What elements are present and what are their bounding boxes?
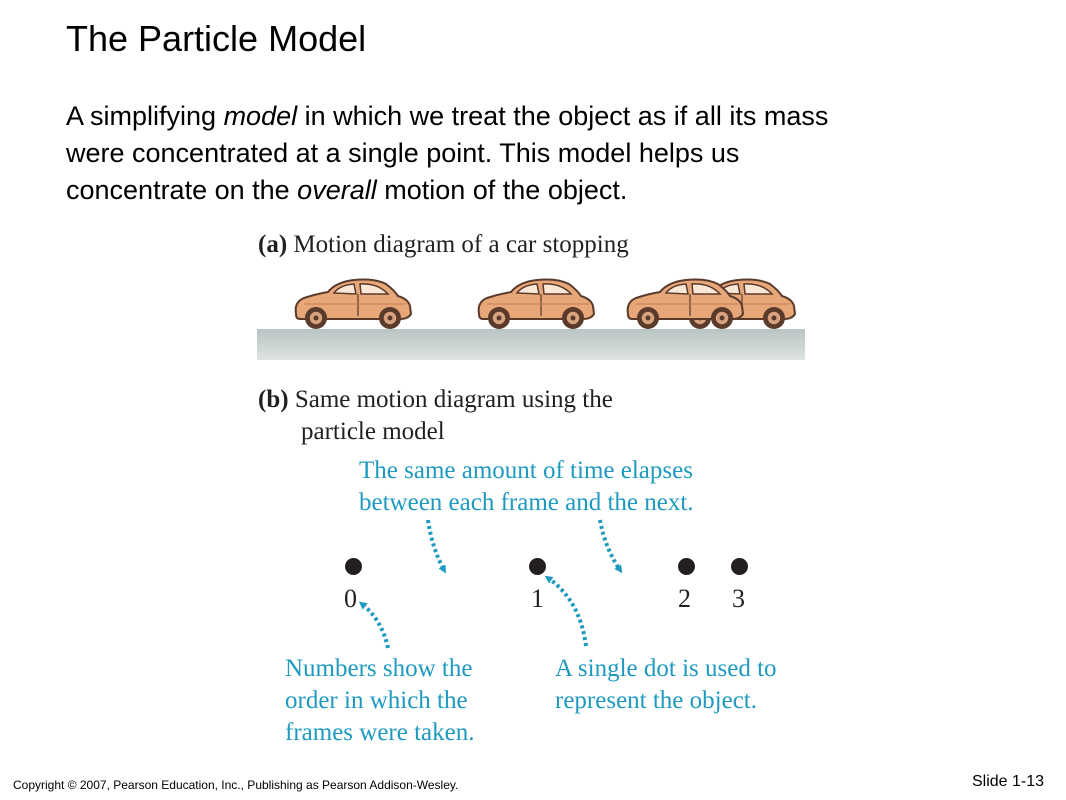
figure-b-tag: (b) [258,386,289,413]
figure-a-caption-text: Motion diagram of a car stopping [287,231,629,258]
annotation-line: Numbers show the [285,655,473,682]
slide-number: Slide 1-13 [972,773,1045,790]
annotation-single-dot [555,653,777,717]
dot-label-3: 3 [732,584,745,613]
body-text-segment: motion of the object. [376,175,628,205]
body-line-2: were concentrated at a single point. This model helps us [66,138,740,168]
arrow-to-dot-1 [548,578,586,646]
annotation-line: represent the object. [555,687,757,714]
arrow-to-gap-0-1 [428,520,444,570]
body-emphasis-overall: overall [297,175,377,205]
annotation-numbers-order [285,653,474,749]
arrow-to-label-0 [362,604,388,648]
arrow-to-gap-1-2 [600,520,620,570]
annotation-line: between each frame and the next. [359,489,694,516]
annotation-line: A single dot is used to [555,655,777,682]
annotation-line: frames were taken. [285,719,475,746]
body-text-segment: in which we treat the object as if all its mass [297,101,829,131]
copyright-notice: Copyright © 2007, Pearson Education, Inc., Publishing as Pearson Addison-Wesley. [13,778,459,792]
figure-b-caption-text: Same motion diagram using the [288,386,613,413]
annotation-line: The same amount of time elapses [359,457,693,484]
dot-label-0: 0 [344,584,357,613]
body-text-segment: concentrate on the [66,175,298,205]
slide-title: The Particle Model [66,18,367,59]
figure-b-caption-line-2: particle model [301,418,445,445]
dot-label-1: 1 [531,584,544,613]
body-text-segment: A simplifying [66,101,224,131]
annotation-line: order in which the [285,687,468,714]
dot-label-2: 2 [678,584,691,613]
body-emphasis-model: model [223,101,298,131]
figure-a-tag: (a) [258,231,288,258]
